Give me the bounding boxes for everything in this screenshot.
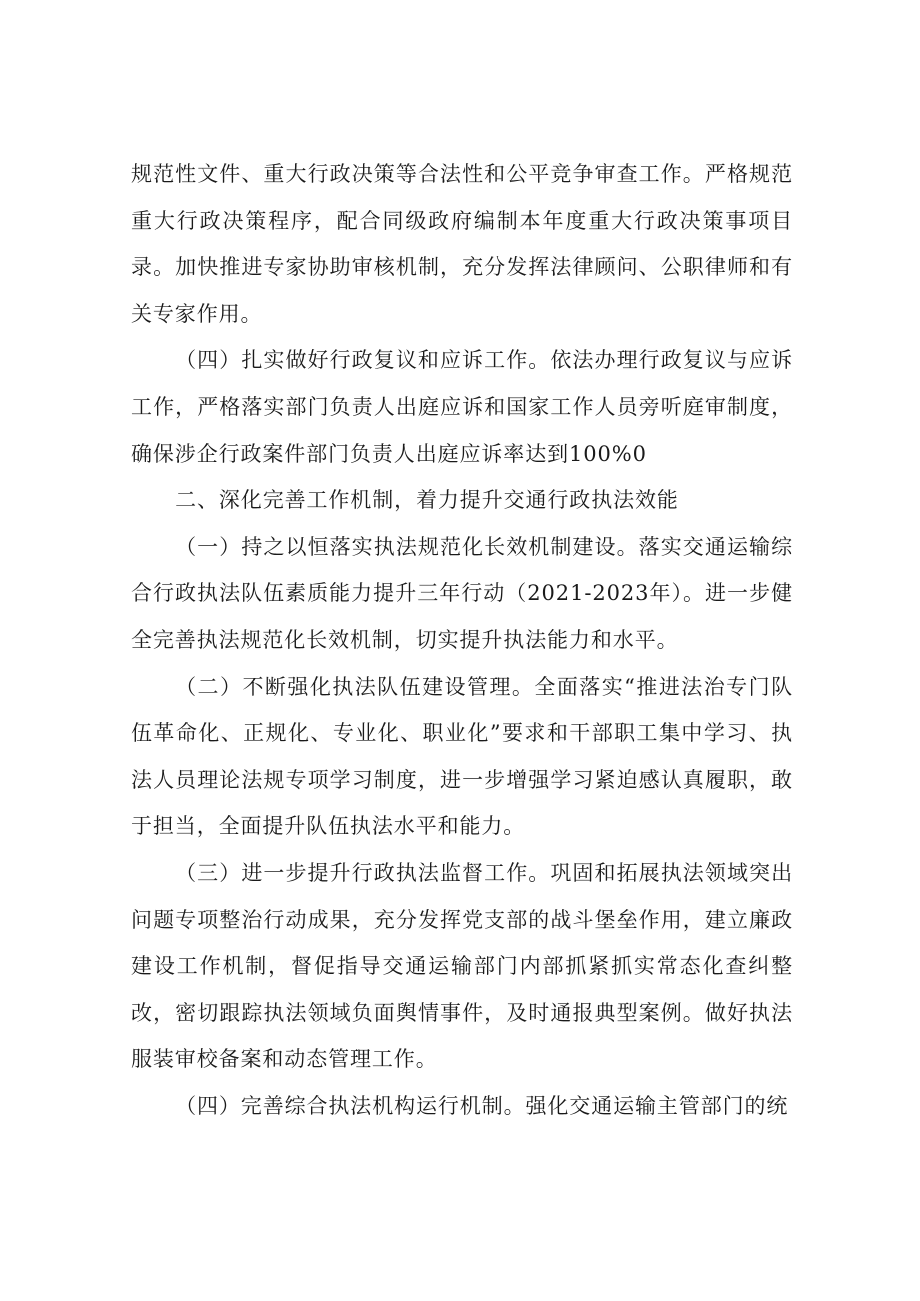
paragraph-team-building: （二）不断强化执法队伍建设管理。全面落实“推进法治专门队伍革命化、正规化、专业化、职业化”要求和干部职工集中学习、执法人员理论法规专项学习制度，进一步增强学习紧迫感认真履职，敢于担当，全面提升队伍执法水平和能力。: [131, 674, 793, 839]
paragraph-administrative-reconsideration: （四）扎实做好行政复议和应诉工作。依法办理行政复议与应诉工作，严格落实部门负责人出庭应诉和国家工作人员旁听庭审制度，确保涉企行政案件部门负责人出庭应诉率达到100%0: [131, 348, 793, 466]
document-body: [131, 151, 793, 1129]
section-heading-two: 二、深化完善工作机制，着力提升交通行政执法效能: [175, 488, 679, 513]
paragraph-enforcement-supervision: （三）进一步提升行政执法监督工作。巩固和拓展执法领域突出问题专项整治行动成果，充分发挥党支部的战斗堡垒作用，建立廉政建设工作机制，督促指导交通运输部门内部抓紧抓实常态化查纠整改，密切跟踪执法领域负面舆情事件，及时通报典型案例。做好执法服装审校备案和动态管理工作。: [131, 860, 793, 1072]
paragraph-standardization-mechanism: （一）持之以恒落实执法规范化长效机制建设。落实交通运输综合行政执法队伍素质能力提升三年行动（2021-2023年）。进一步健全完善执法规范化长效机制，切实提升执法能力和水平。: [131, 534, 793, 652]
paragraph-review-work-continued: 规范性文件、重大行政决策等合法性和公平竞争审查工作。严格规范重大行政决策程序，配合同级政府编制本年度重大行政决策事项目录。加快推进专家协助审核机制，充分发挥法律顾问、公职律师和有关专家作用。: [131, 162, 793, 326]
paragraph-enforcement-operation: （四）完善综合执法机构运行机制。强化交通运输主管部门的统: [175, 1093, 789, 1118]
